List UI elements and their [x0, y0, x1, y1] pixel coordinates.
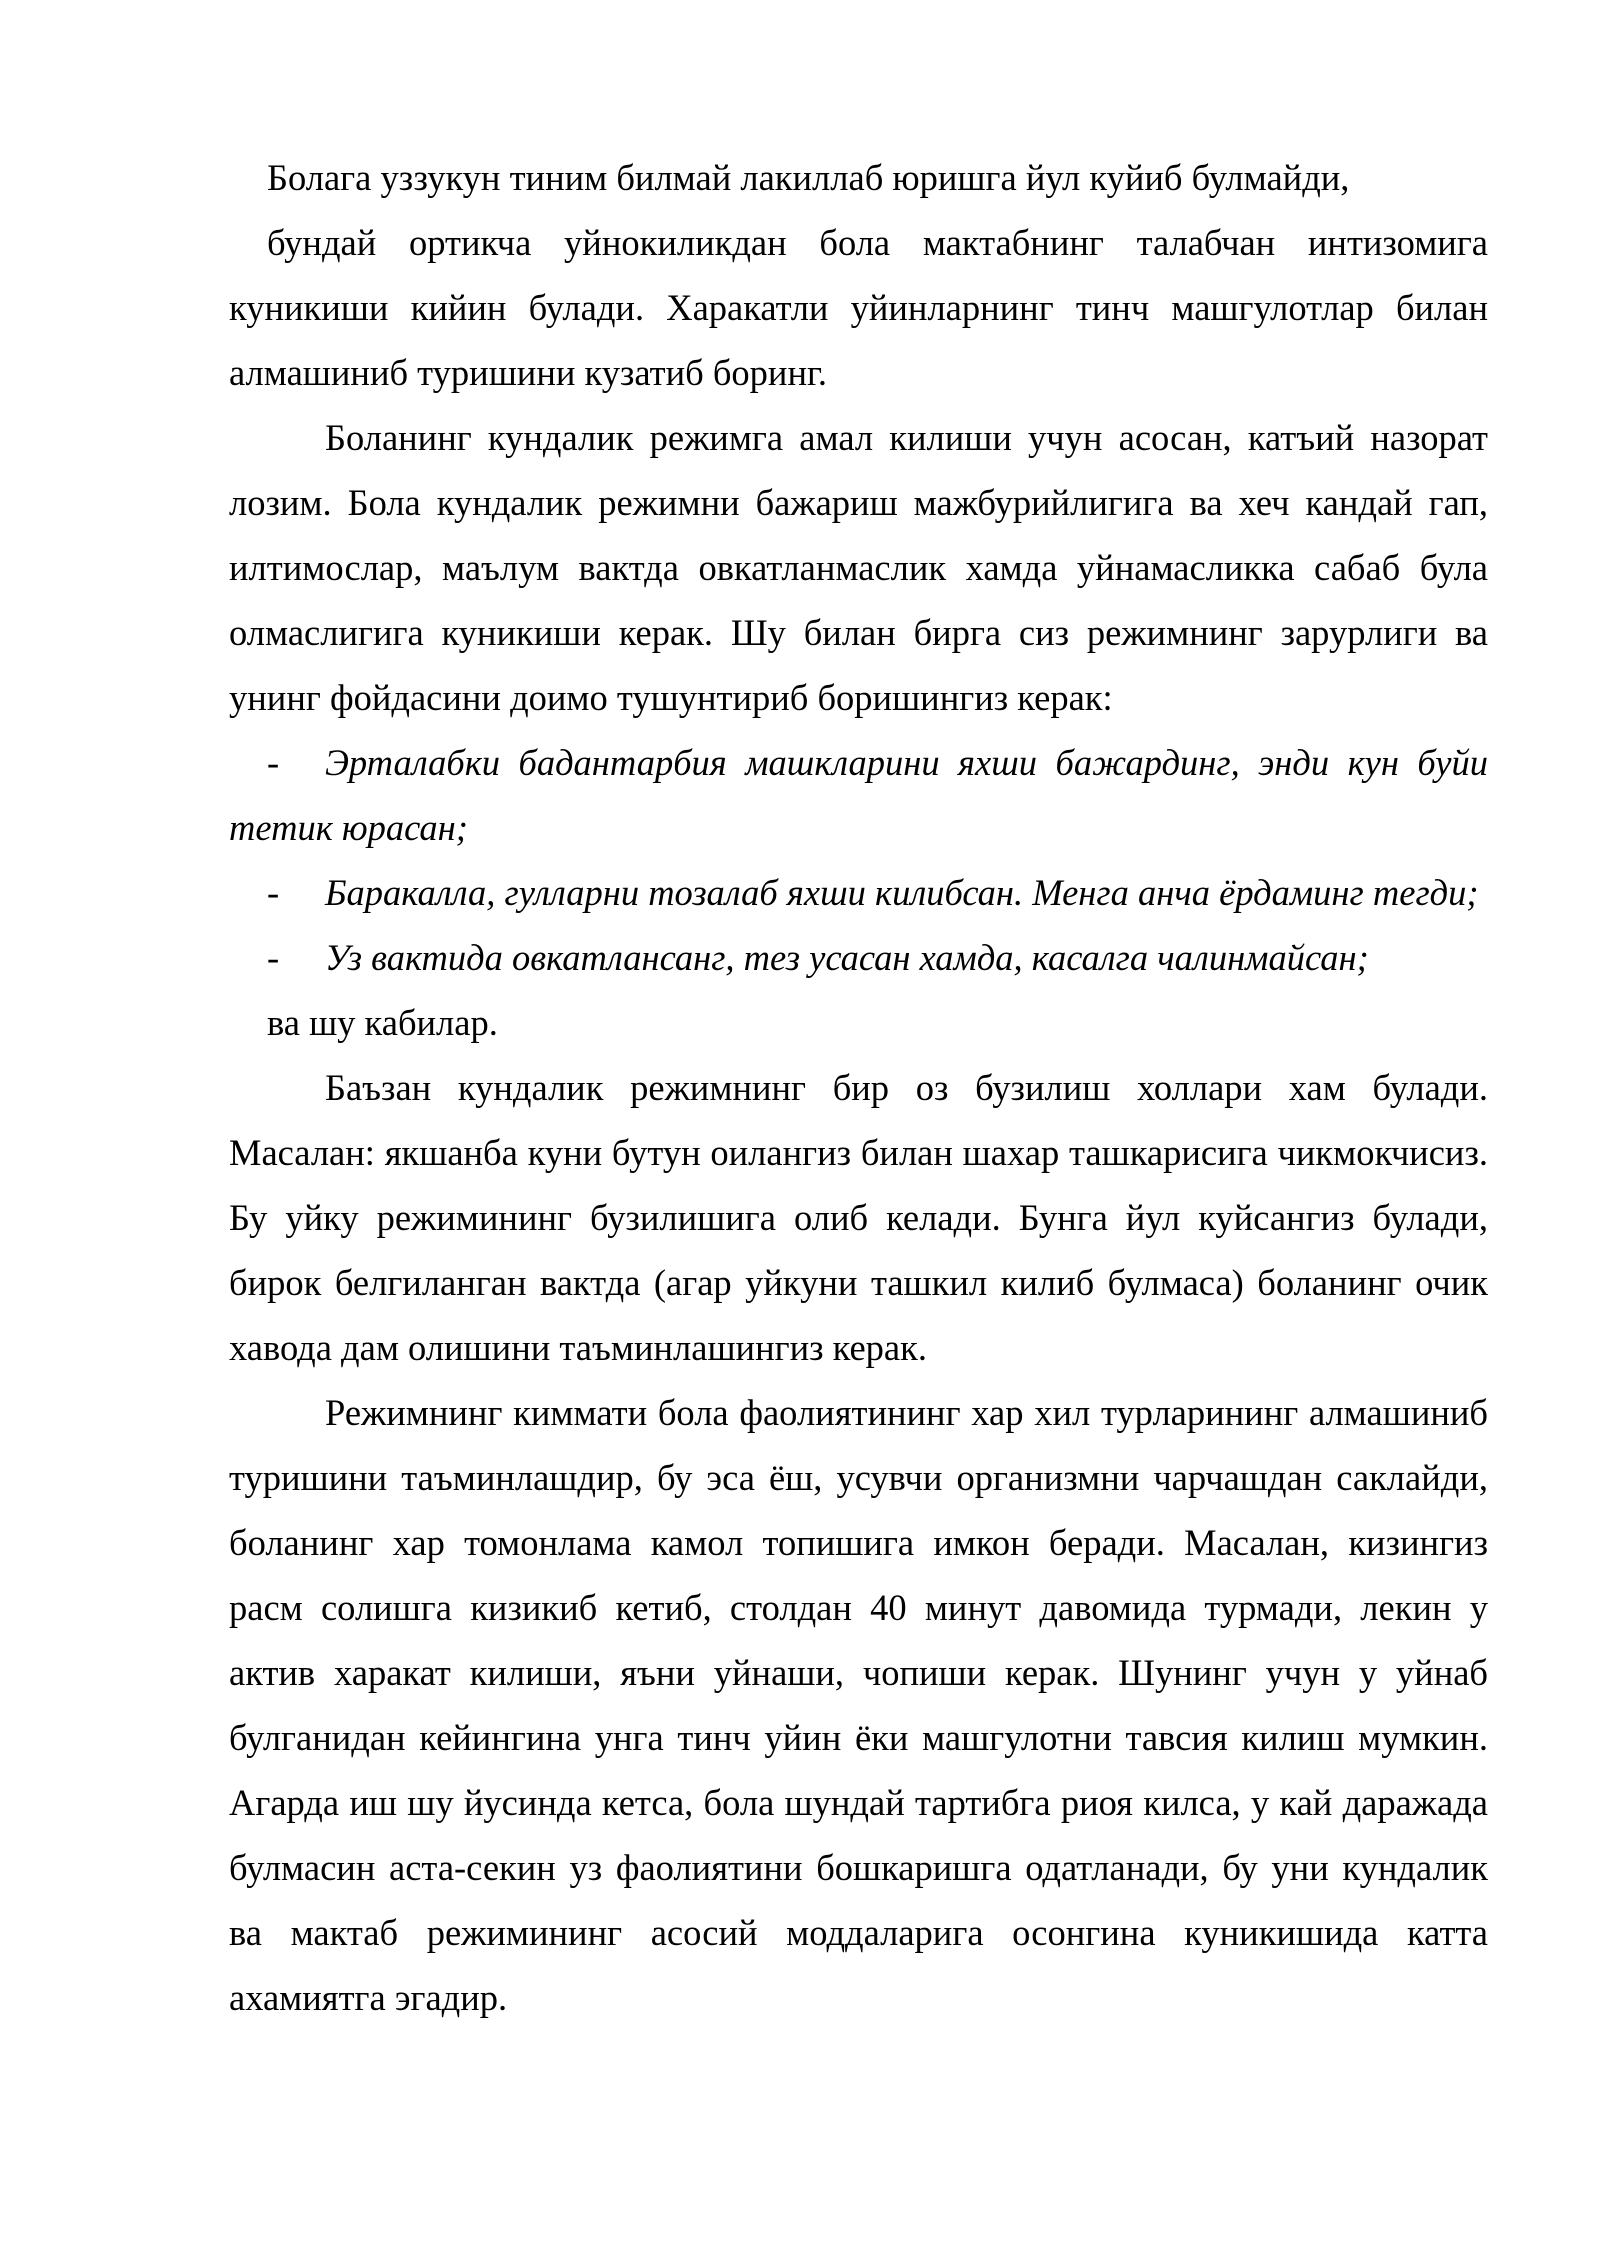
paragraph-intro-line: Болага уззукун тиним билмай лакиллаб юришга йул куйиб булмайди,	[267, 157, 1350, 198]
bullet-text-exercise: Эрталабки бадантарбия машкларини яхши бажардинг, энди кун буйи тетик юрасан;	[229, 742, 1488, 848]
bullet-dash: -	[267, 872, 280, 913]
paragraph-hyperactivity: бундай ортикча уйнокиликдан бола мактабнинг талабчан интизомига куникиши кийин булади. Харакатли уйинларнинг тинч машгулотлар билан алмашиниб туришини кузатиб боринг.	[229, 222, 1488, 393]
bullet-text-meals: Уз вактида овкатлансанг, тез усасан хамда, касалга чалинмайсан;	[325, 937, 1369, 978]
paragraph-regime-value: Режимнинг киммати бола фаолиятининг хар хил турларининг алмашиниб туришини таъминлашдир, бу эса ёш, усувчи организмни чарчашдан саклайди, боланинг хар томонлама камол топишига имкон беради. Масалан, кизингиз расм солишга кизикиб кетиб, столдан 40 минут давомида турмади, лекин у актив харакат килиши, яъни уйнаши, чопиши керак. Шунинг учун у уйнаб булганидан кейингина унга тинч уйин ёки машгулотни тавсия килиш мумкин. Агарда иш шу йусинда кетса, бола шундай тартибга риоя килса, у кай даражада булмасин аста-секин уз фаолиятини бошкаришга одатланади, бу уни кундалик ва мактаб режимининг асосий моддаларига осонгина куникишида катта ахамиятга эгадир.	[229, 1392, 1488, 2018]
paragraph-regime-disruptions: Баъзан кундалик режимнинг бир оз бузилиш холлари хам булади. Масалан: якшанба куни бутун оилангиз билан шахар ташкарисига чикмокчисиз. Бу уйку режимининг бузилишига олиб келади. Бунга йул куйсангиз булади, бирок белгиланган вактда (агар уйкуни ташкил килиб булмаса) боланинг очик хавода дам олишини таъминлашингиз керак.	[229, 1067, 1488, 1368]
bullet-item-meals	[229, 925, 1488, 990]
paragraph-etc: ва шу кабилар.	[267, 1002, 498, 1043]
bullet-item-exercise	[229, 730, 1488, 860]
paragraph-regime-control: Боланинг кундалик режимга амал килиши учун асосан, катъий назорат лозим. Бола кундалик режимни бажариш мажбурийлигига ва хеч кандай гап, илтимослар, маълум вактда овкатланмаслик хамда уйнамасликка сабаб була олмаслигига куникиши керак. Шу билан бирга сиз режимнинг зарурлиги ва унинг фойдасини доимо тушунтириб боришингиз керак:	[229, 417, 1488, 718]
bullet-text-flowers: Баракалла, гулларни тозалаб яхши килибсан. Менга анча ёрдаминг тегди;	[325, 872, 1479, 913]
bullet-dash: -	[267, 937, 280, 978]
bullet-dash: -	[267, 742, 280, 783]
document-body	[229, 145, 1488, 2030]
bullet-item-flowers	[229, 860, 1488, 925]
